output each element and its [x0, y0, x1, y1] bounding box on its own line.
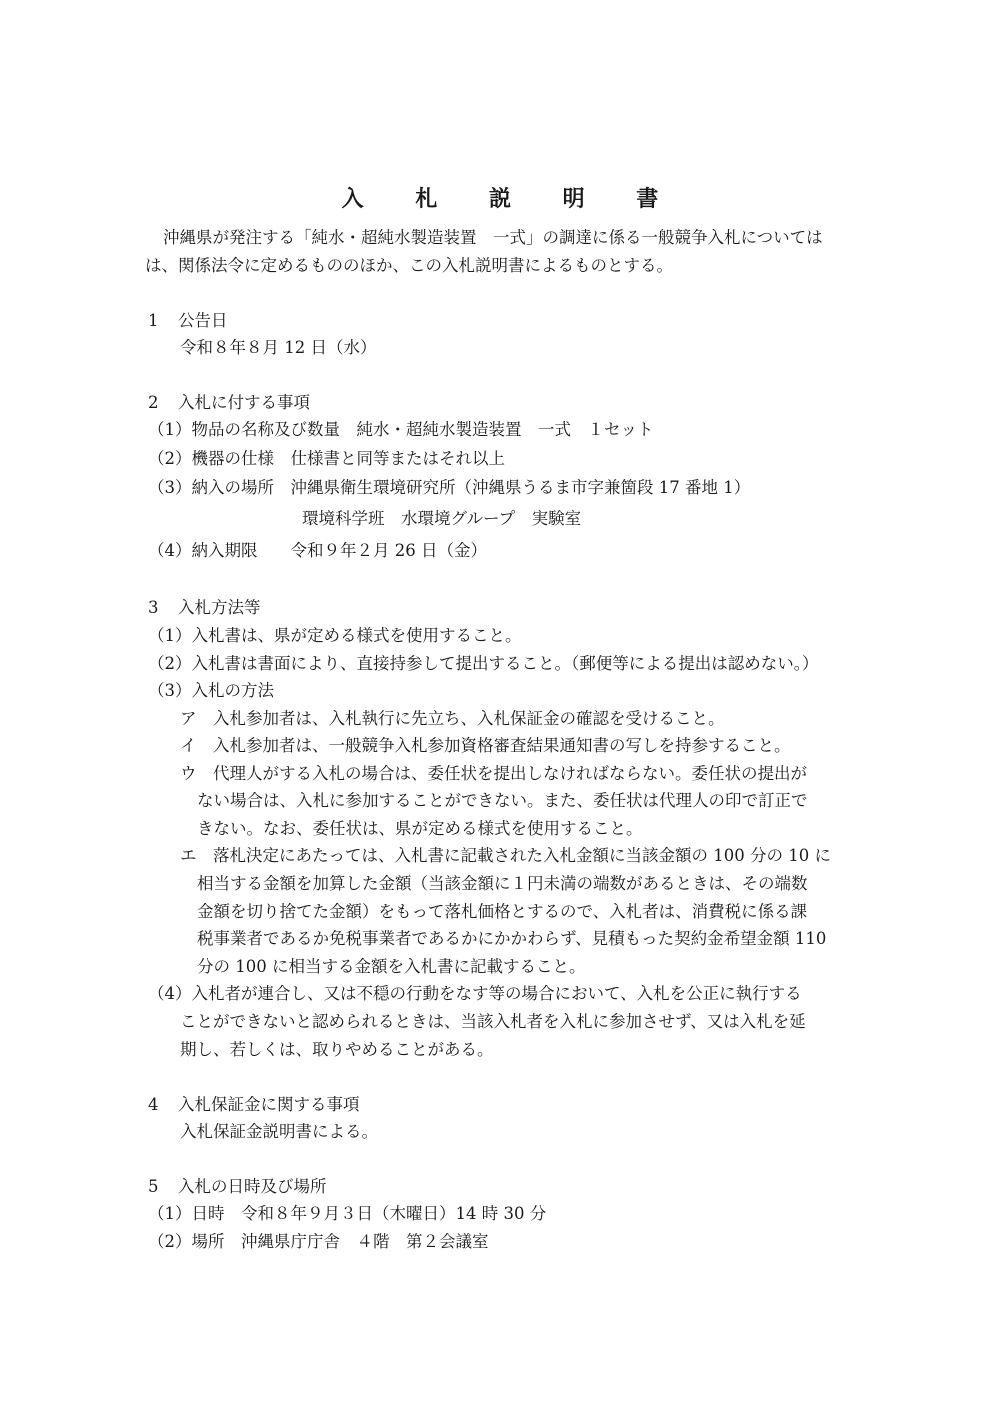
- section-3-sub-e-cont-1: 相当する金額を加算した金額（当該金額に１円未満の端数があるときは、その端数: [197, 874, 808, 893]
- section-3-sub-a: ア 入札参加者は、入札執行に先立ち、入札保証金の確認を受けること。: [180, 709, 725, 728]
- section-5-item-1: （1）日時 令和８年９月３日（木曜日）14 時 30 分: [148, 1204, 547, 1223]
- section-5-heading: [148, 1177, 327, 1197]
- section-2-item-2: （2）機器の仕様 仕様書と同等またはそれ以上: [148, 449, 505, 468]
- section-3-sub-e-cont-3: 税事業者であるか免税事業者であるかにかかわらず、見積もった契約金希望金額 110: [197, 929, 827, 948]
- section-5-number: 5: [148, 1177, 159, 1196]
- section-3-sub-e-cont-2: 金額を切り捨てた金額）をもって落札価格とするので、入札者は、消費税に係る課: [197, 902, 808, 921]
- section-4-number: 4: [148, 1095, 159, 1114]
- section-3-sub-u-cont-2: きない。なお、委任状は、県が定める様式を使用すること。: [197, 819, 643, 838]
- section-3-sub-u: ウ 代理人がする入札の場合は、委任状を提出しなければならない。委任状の提出が: [180, 764, 807, 783]
- section-2-title: 入札に付する事項: [178, 393, 310, 412]
- section-4-title: 入札保証金に関する事項: [178, 1095, 360, 1114]
- section-3-item-1: （1）入札書は、県が定める様式を使用すること。: [148, 626, 522, 645]
- section-5-item-2: （2）場所 沖縄県庁庁舎 ４階 第２会議室: [148, 1232, 489, 1251]
- section-3-item-4-cont-2: 期し、若しくは、取りやめることがある。: [180, 1040, 494, 1059]
- section-4-heading: [148, 1095, 360, 1115]
- section-3-sub-e: エ 落札決定にあたっては、入札書に記載された入札金額に当該金額の 100 分の 10 に: [180, 846, 831, 865]
- section-2-item-1: （1）物品の名称及び数量 純水・超純水製造装置 一式 １セット: [148, 420, 654, 439]
- section-3-sub-e-cont-4: 分の 100 に相当する金額を入札書に記載すること。: [197, 957, 586, 976]
- section-3-sub-i: イ 入札参加者は、一般競争入札参加資格審査結果通知書の写しを持参すること。: [180, 736, 791, 755]
- section-3-item-4: （4）入札者が連合し、又は不穏の行動をなす等の場合において、入札を公正に執行する: [148, 984, 802, 1003]
- section-2-number: 2: [148, 393, 159, 412]
- section-2-item-3: （3）納入の場所 沖縄県衛生環境研究所（沖縄県うるま市字兼箇段 17 番地 1）: [148, 478, 751, 497]
- section-2-item-4: （4）納入期限 令和９年２月 26 日（金）: [148, 541, 487, 560]
- section-3-number: 3: [148, 598, 159, 617]
- section-2-item-3-cont: 環境科学班 水環境グループ 実験室: [302, 509, 582, 528]
- section-5-title: 入札の日時及び場所: [178, 1177, 327, 1196]
- document-title: 入 札 説 明 書: [341, 186, 681, 212]
- intro-line-1: 沖縄県が発注する「純水・超純水製造装置 一式」の調達に係る一般競争入札については: [163, 228, 823, 247]
- section-1-heading: [148, 311, 228, 331]
- section-1-title: 公告日: [178, 311, 228, 330]
- section-3-item-4-cont-1: ことができないと認められるときは、当該入札者を入札に参加させず、又は入札を延: [180, 1012, 806, 1031]
- section-3-item-2: （2）入札書は書面により、直接持参して提出すること。（郵便等による提出は認めない。）: [148, 654, 819, 673]
- section-2-heading: [148, 393, 310, 413]
- section-3-sub-u-cont-1: ない場合は、入札に参加することができない。また、委任状は代理人の印で訂正で: [197, 791, 808, 810]
- section-4-body: 入札保証金説明書による。: [180, 1122, 378, 1141]
- section-1-number: 1: [148, 311, 159, 330]
- section-3-title: 入札方法等: [178, 598, 261, 617]
- intro-line-2: は、関係法令に定めるもののほか、この入札説明書によるものとする。: [145, 256, 673, 275]
- section-1-body: 令和８年８月 12 日（水）: [180, 338, 377, 357]
- section-3-heading: [148, 598, 261, 618]
- section-3-item-3: （3）入札の方法: [148, 681, 274, 700]
